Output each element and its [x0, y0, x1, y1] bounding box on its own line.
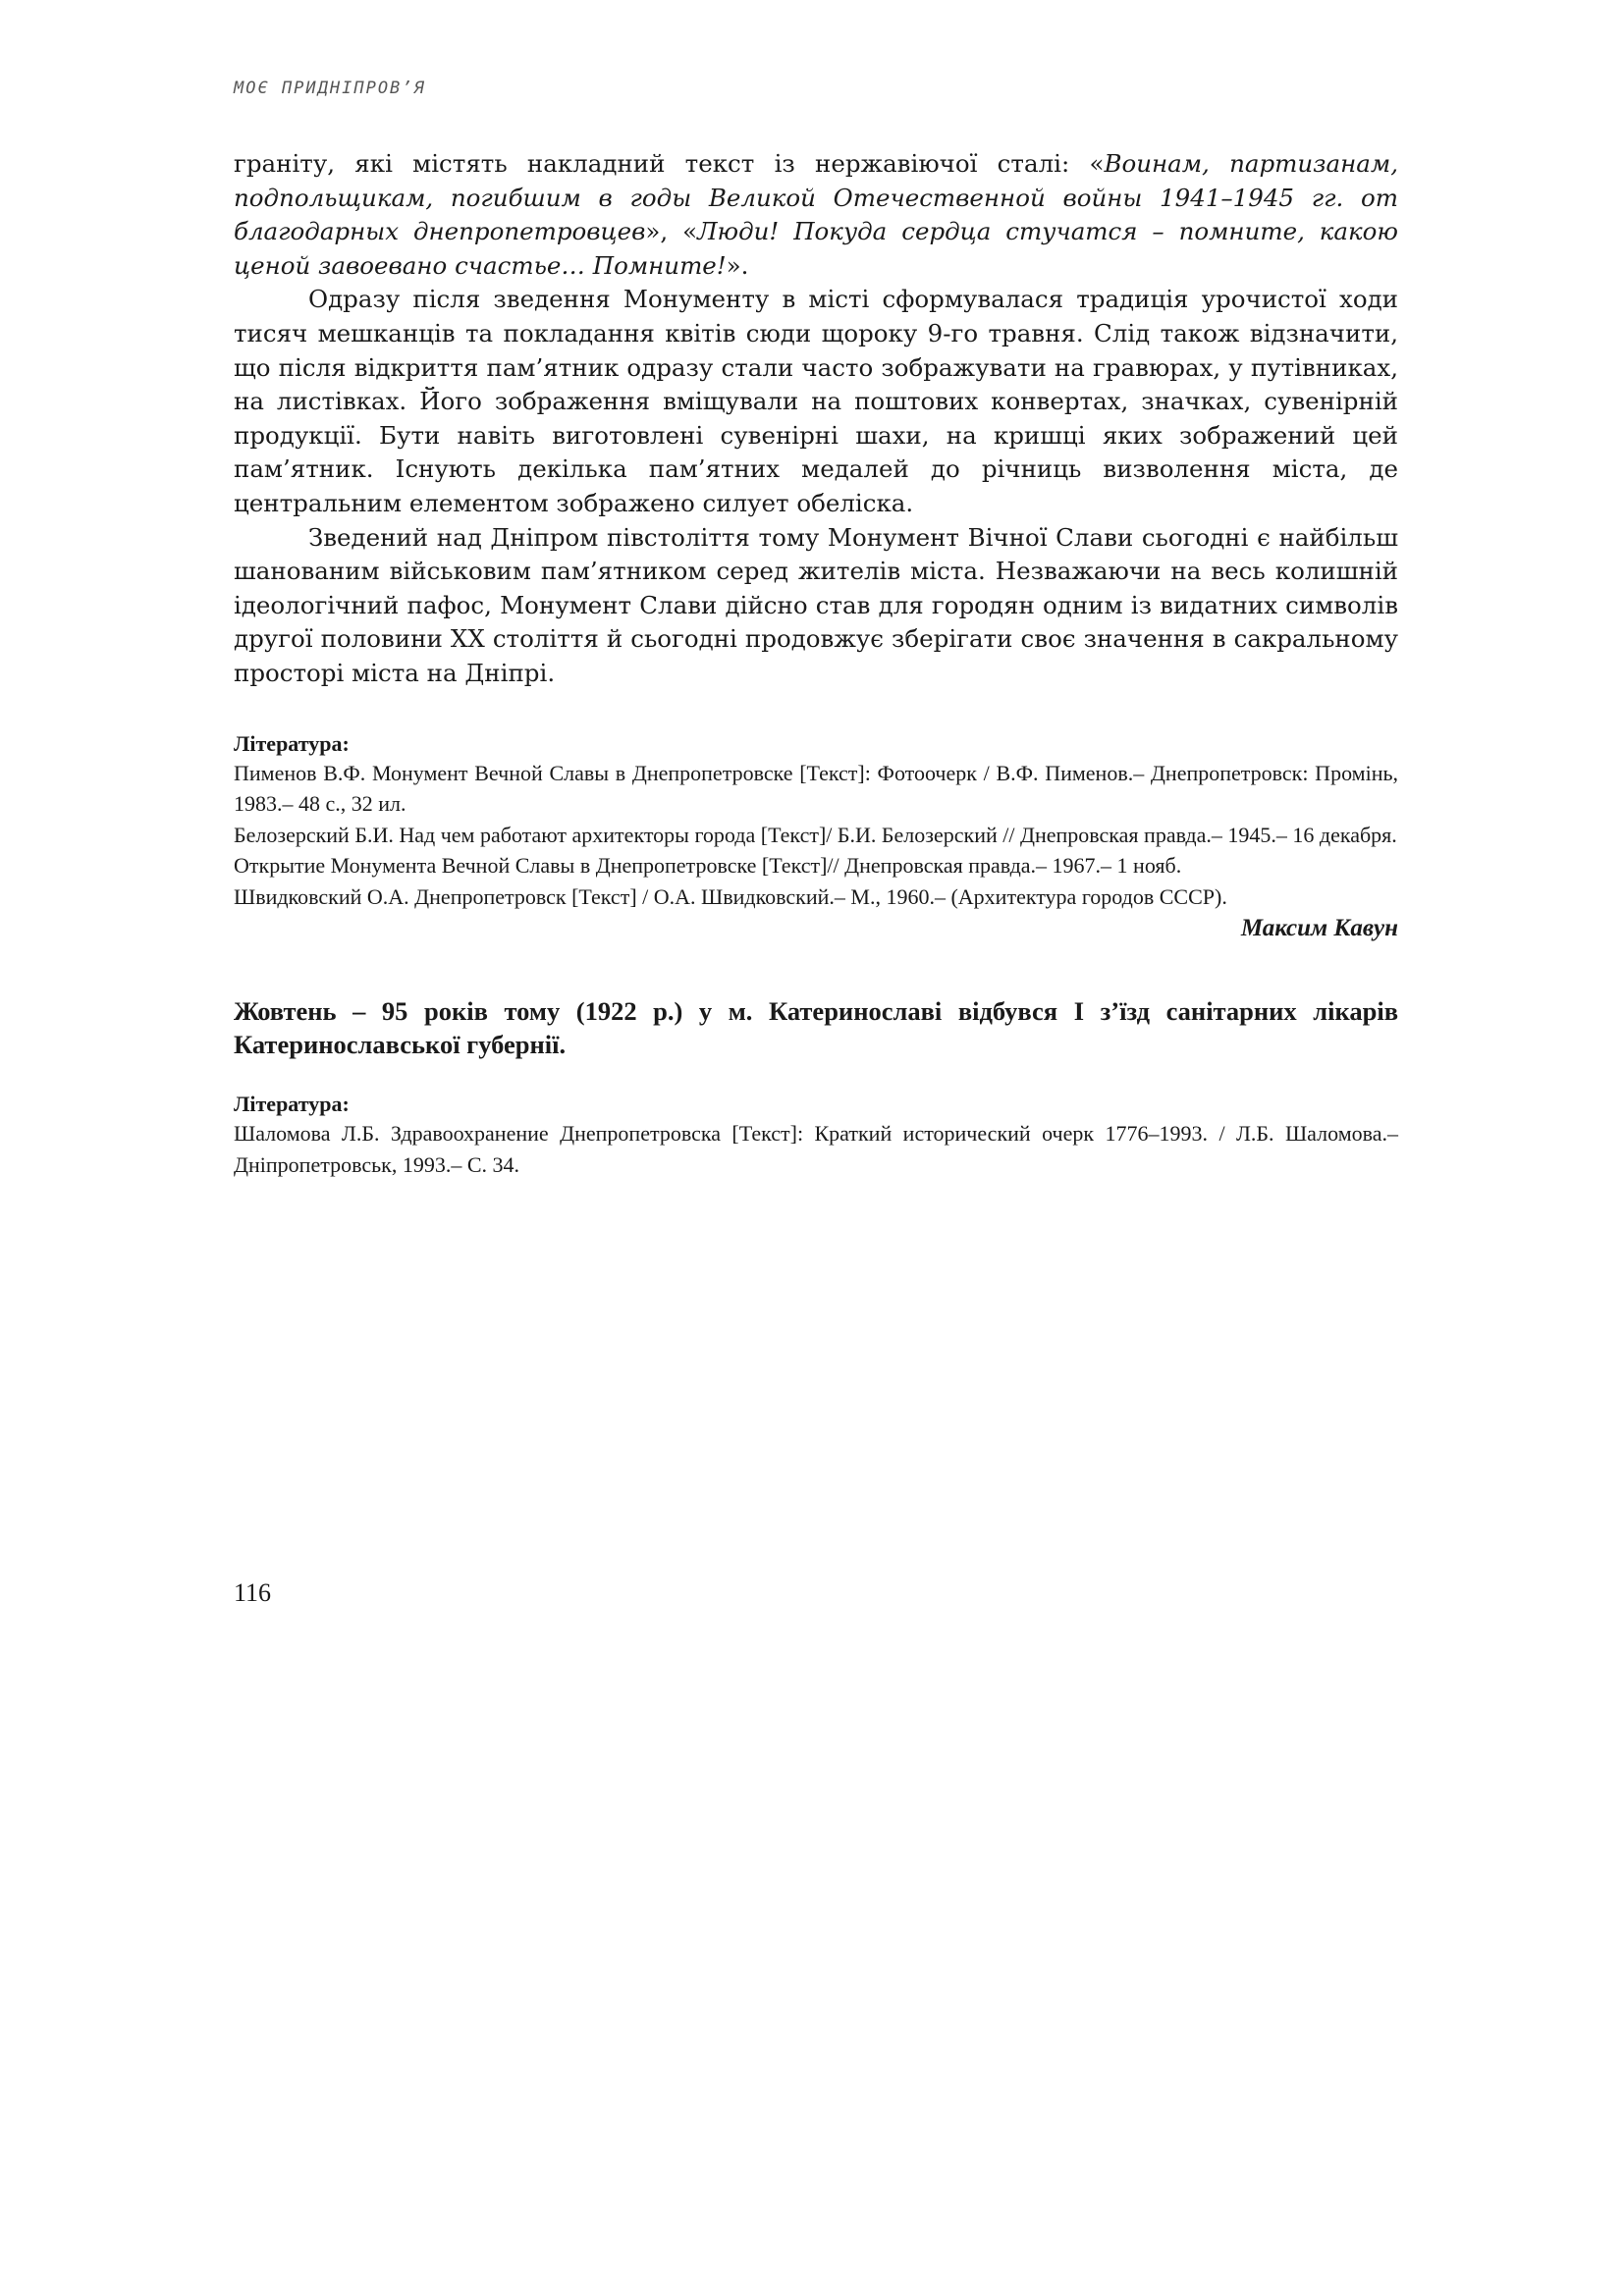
paragraph-2: Одразу після зведення Монументу в місті сформувалася традиція урочистої ходи тисяч мешканців та покладання квітів сюди щороку 9-го травня. Слід також відзначити, що після відкриття пам’ятник одразу стали часто зображувати на гравюрах, у путівниках, на листівках. Його зображення вміщували на поштових конвертах, значках, сувенірній продукції. Бути навіть виготовлені сувенірні шахи, на кришці яких зображений цей пам’ятник. Існують декілька пам’ятних медалей до річниць визволення міста, де центральним елементом зображено силует обеліска. [234, 285, 1398, 517]
inscription-quote-1: Воинам, партизанам, подпольщикам, погибшим в годы Великой Отечественной войны 1941–1945 гг. от благодарных днепропетровцев [234, 149, 1398, 246]
paragraph-1 [234, 147, 1398, 283]
paragraph-1-joiner: », « [645, 217, 698, 246]
literature-ref-4: Швидковский О.А. Днепропетровск [Текст] / О.А. Швидковский.– М., 1960.– (Архитектура городов СССР). [234, 883, 1227, 909]
running-header: МОЄ ПРИДНІПРОВ’Я [234, 79, 426, 98]
literature-ref-5: Шаломова Л.Б. Здравоохранение Днепропетровска [Текст]: Краткий исторический очерк 1776–1993. / Л.Б. Шаломова.– Дніпропетровськ, 1993.– С. 34. [234, 1121, 1398, 1177]
inscription-quote-2: Люди! Покуда сердца стучатся – помните, какою ценой завоевано счастье… Помните! [234, 217, 1398, 280]
event-heading: Жовтень – 95 років тому (1922 р.) у м. Катеринославі відбувся I з’їзд санітарних лікарів Катеринославської губернії. [234, 996, 1398, 1059]
literature-ref-1: Пименов В.Ф. Монумент Вечной Славы в Днепропетровске [Текст]: Фотоочерк / В.Ф. Пименов.– Днепропетровск: Промінь, 1983.– 48 с., 32 ил. [234, 760, 1398, 816]
article-author: Максим Кавун [1240, 915, 1398, 941]
paragraph-1-lead: граніту, які містять накладний текст із нержавіючої сталі: « [234, 149, 1105, 178]
page-number: 116 [234, 1578, 272, 1607]
literature-ref-2: Белозерский Б.И. Над чем работают архитекторы города [Текст]/ Б.И. Белозерский // Днепровская правда.– 1945.– 16 декабря. [234, 822, 1397, 847]
literature-heading: Література: [234, 730, 350, 756]
paragraph-1-tail: ». [726, 250, 749, 280]
literature-heading-2: Література: [234, 1092, 350, 1116]
page-content [234, 147, 1398, 1180]
paragraph-3: Зведений над Дніпром півстоліття тому Монумент Вічної Слави сьогодні є найбільш шанованим військовим пам’ятником серед жителів міста. Незважаючи на весь колишній ідеологічний пафос, Монумент Слави дійсно став для городян одним із видатних символів другої половини XX століття й сьогодні продовжує зберігати своє значення в сакральному просторі міста на Дніпрі. [234, 522, 1398, 687]
literature-ref-3: Открытие Монумента Вечной Славы в Днепропетровске [Текст]// Днепровская правда.– 1967.– 1 нояб. [234, 853, 1182, 878]
